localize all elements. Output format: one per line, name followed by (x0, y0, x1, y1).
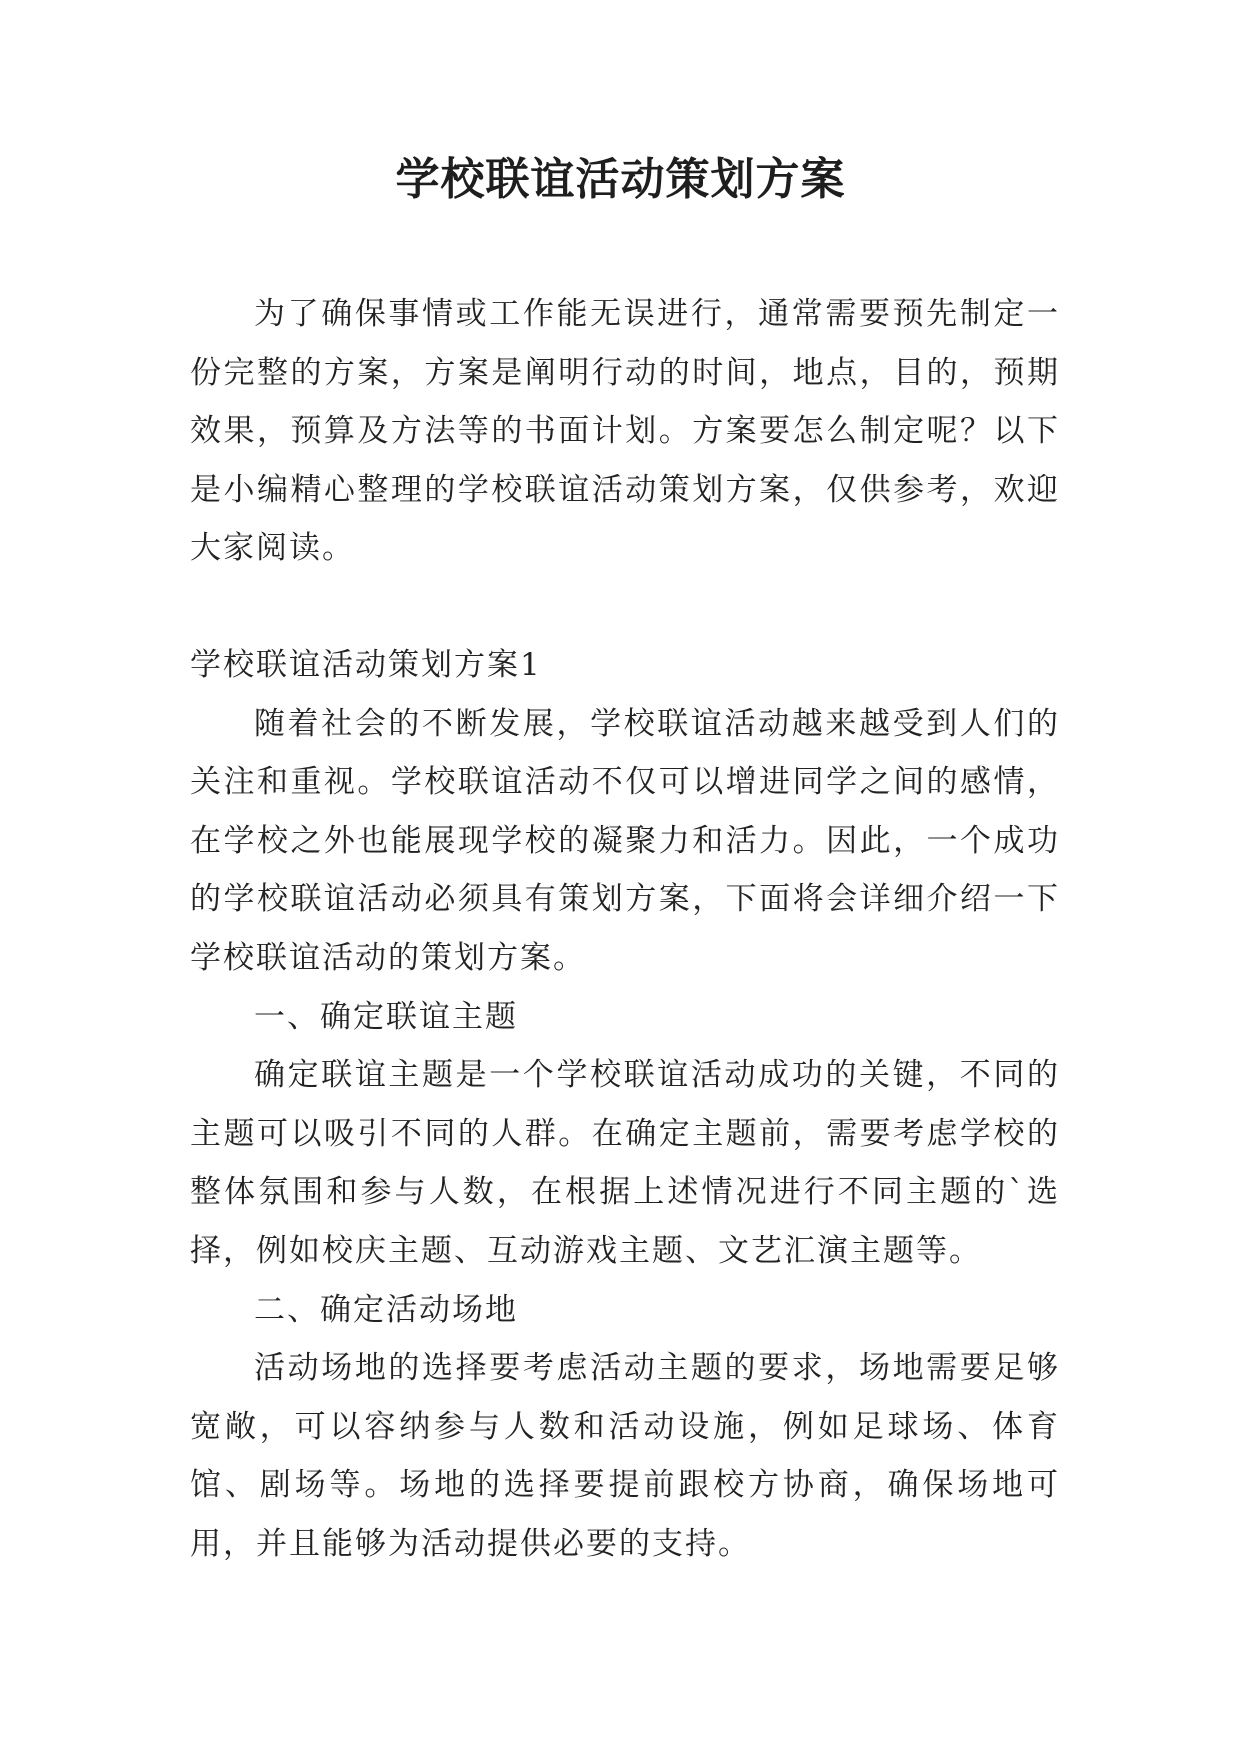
section-heading: 一、确定联谊主题 (254, 998, 518, 1035)
document-title: 学校联谊活动策划方案 (395, 154, 846, 205)
intro-paragraph: 为了确保事情或工作能无误进行，通常需要预先制定一份完整的方案，方案是阐明行动的时间，地点，目的，预期效果，预算及方法等的书面计划。方案要怎么制定呢？以下是小编精心整理的学校联谊活动策划方案，仅供参考，欢迎大家阅读。 (190, 296, 1060, 567)
body-paragraph: 活动场地的选择要考虑活动主题的要求，场地需要足够宽敞，可以容纳参与人数和活动设施，例如足球场、体育馆、剧场等。场地的选择要提前跟校方协商，确保场地可用，并且能够为活动提供必要的支持。 (190, 1350, 1060, 1562)
body-paragraph: 随着社会的不断发展，学校联谊活动越来越受到人们的关注和重视。学校联谊活动不仅可以增进同学之间的感情，在学校之外也能展现学校的凝聚力和活力。因此，一个成功的学校联谊活动必须具有策划方案，下面将会详细介绍一下学校联谊活动的策划方案。 (190, 705, 1060, 976)
section-title: 学校联谊活动策划方案1 (190, 646, 542, 683)
section-heading: 二、确定活动场地 (254, 1291, 518, 1328)
document-body (190, 285, 1060, 1573)
body-paragraph: 确定联谊主题是一个学校联谊活动成功的关键，不同的主题可以吸引不同的人群。在确定主题前，需要考虑学校的整体氛围和参与人数，在根据上述情况进行不同主题的`选择，例如校庆主题、互动游戏主题、文艺汇演主题等。 (190, 1057, 1060, 1269)
